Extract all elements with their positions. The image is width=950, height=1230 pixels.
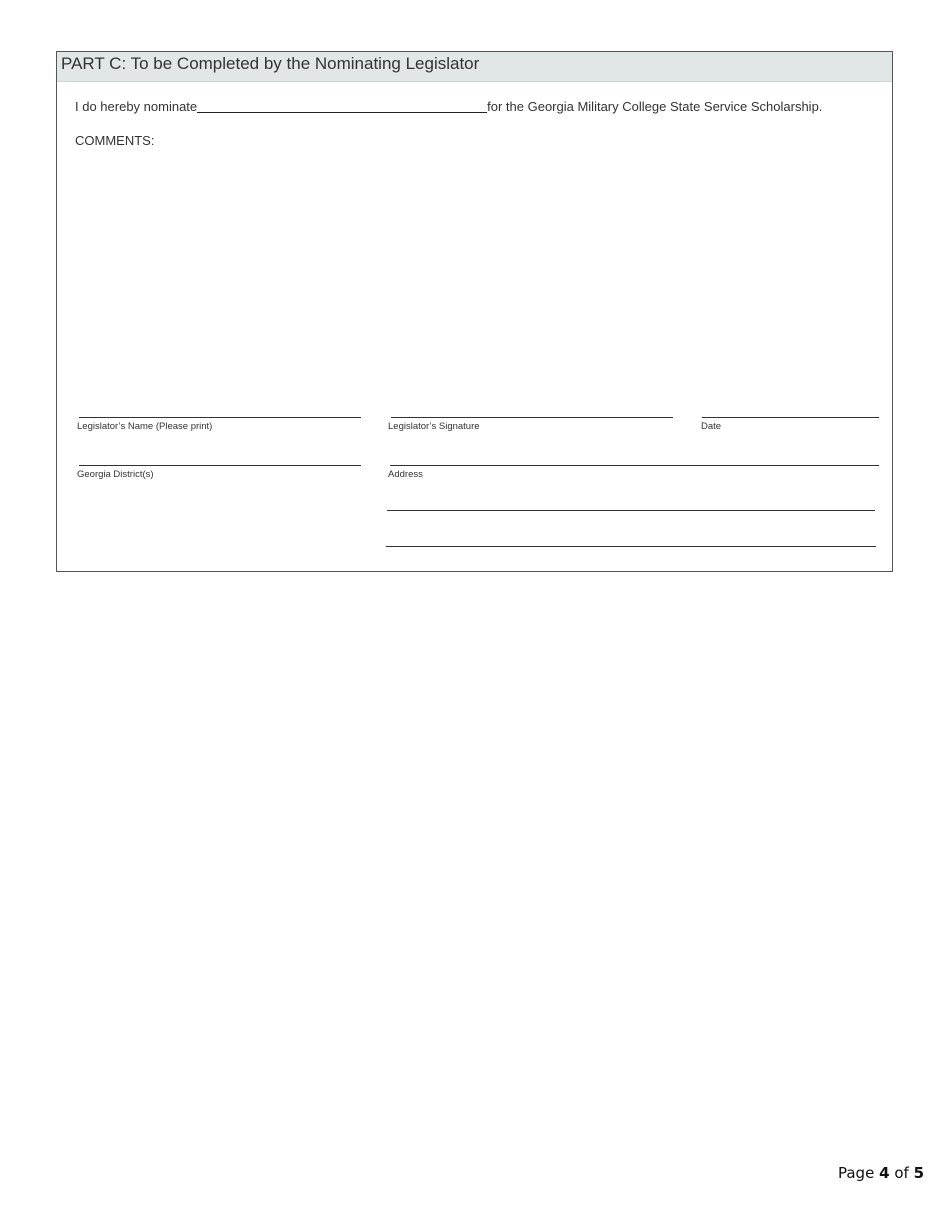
nominate-prefix: I do hereby nominate	[75, 99, 198, 114]
legislator-name-label: Legislator’s Name (Please print)	[77, 421, 213, 432]
legislator-name-field[interactable]	[79, 417, 361, 418]
part-c-form	[56, 51, 893, 572]
of-word: of	[894, 1164, 909, 1182]
current-page: 4	[879, 1164, 890, 1182]
total-pages: 5	[913, 1164, 924, 1182]
date-label: Date	[701, 421, 722, 432]
nominate-suffix: for the Georgia Military College State Service Scholarship.	[487, 99, 823, 114]
date-field[interactable]	[702, 417, 879, 418]
address-label: Address	[388, 469, 423, 480]
nominee-name-field[interactable]	[197, 99, 487, 113]
nomination-statement	[75, 99, 822, 114]
georgia-districts-field[interactable]	[79, 465, 361, 466]
address-line-3-field[interactable]	[386, 546, 876, 547]
legislator-signature-label: Legislator’s Signature	[388, 421, 480, 432]
georgia-districts-label: Georgia District(s)	[77, 469, 154, 480]
page-word: Page	[837, 1164, 875, 1182]
section-header: PART C: To be Completed by the Nominating Legislator	[57, 52, 892, 82]
page-number	[838, 1164, 924, 1182]
comments-label: COMMENTS:	[75, 133, 155, 148]
address-field[interactable]	[390, 465, 879, 466]
legislator-signature-field[interactable]	[391, 417, 673, 418]
address-line-2-field[interactable]	[387, 510, 875, 511]
